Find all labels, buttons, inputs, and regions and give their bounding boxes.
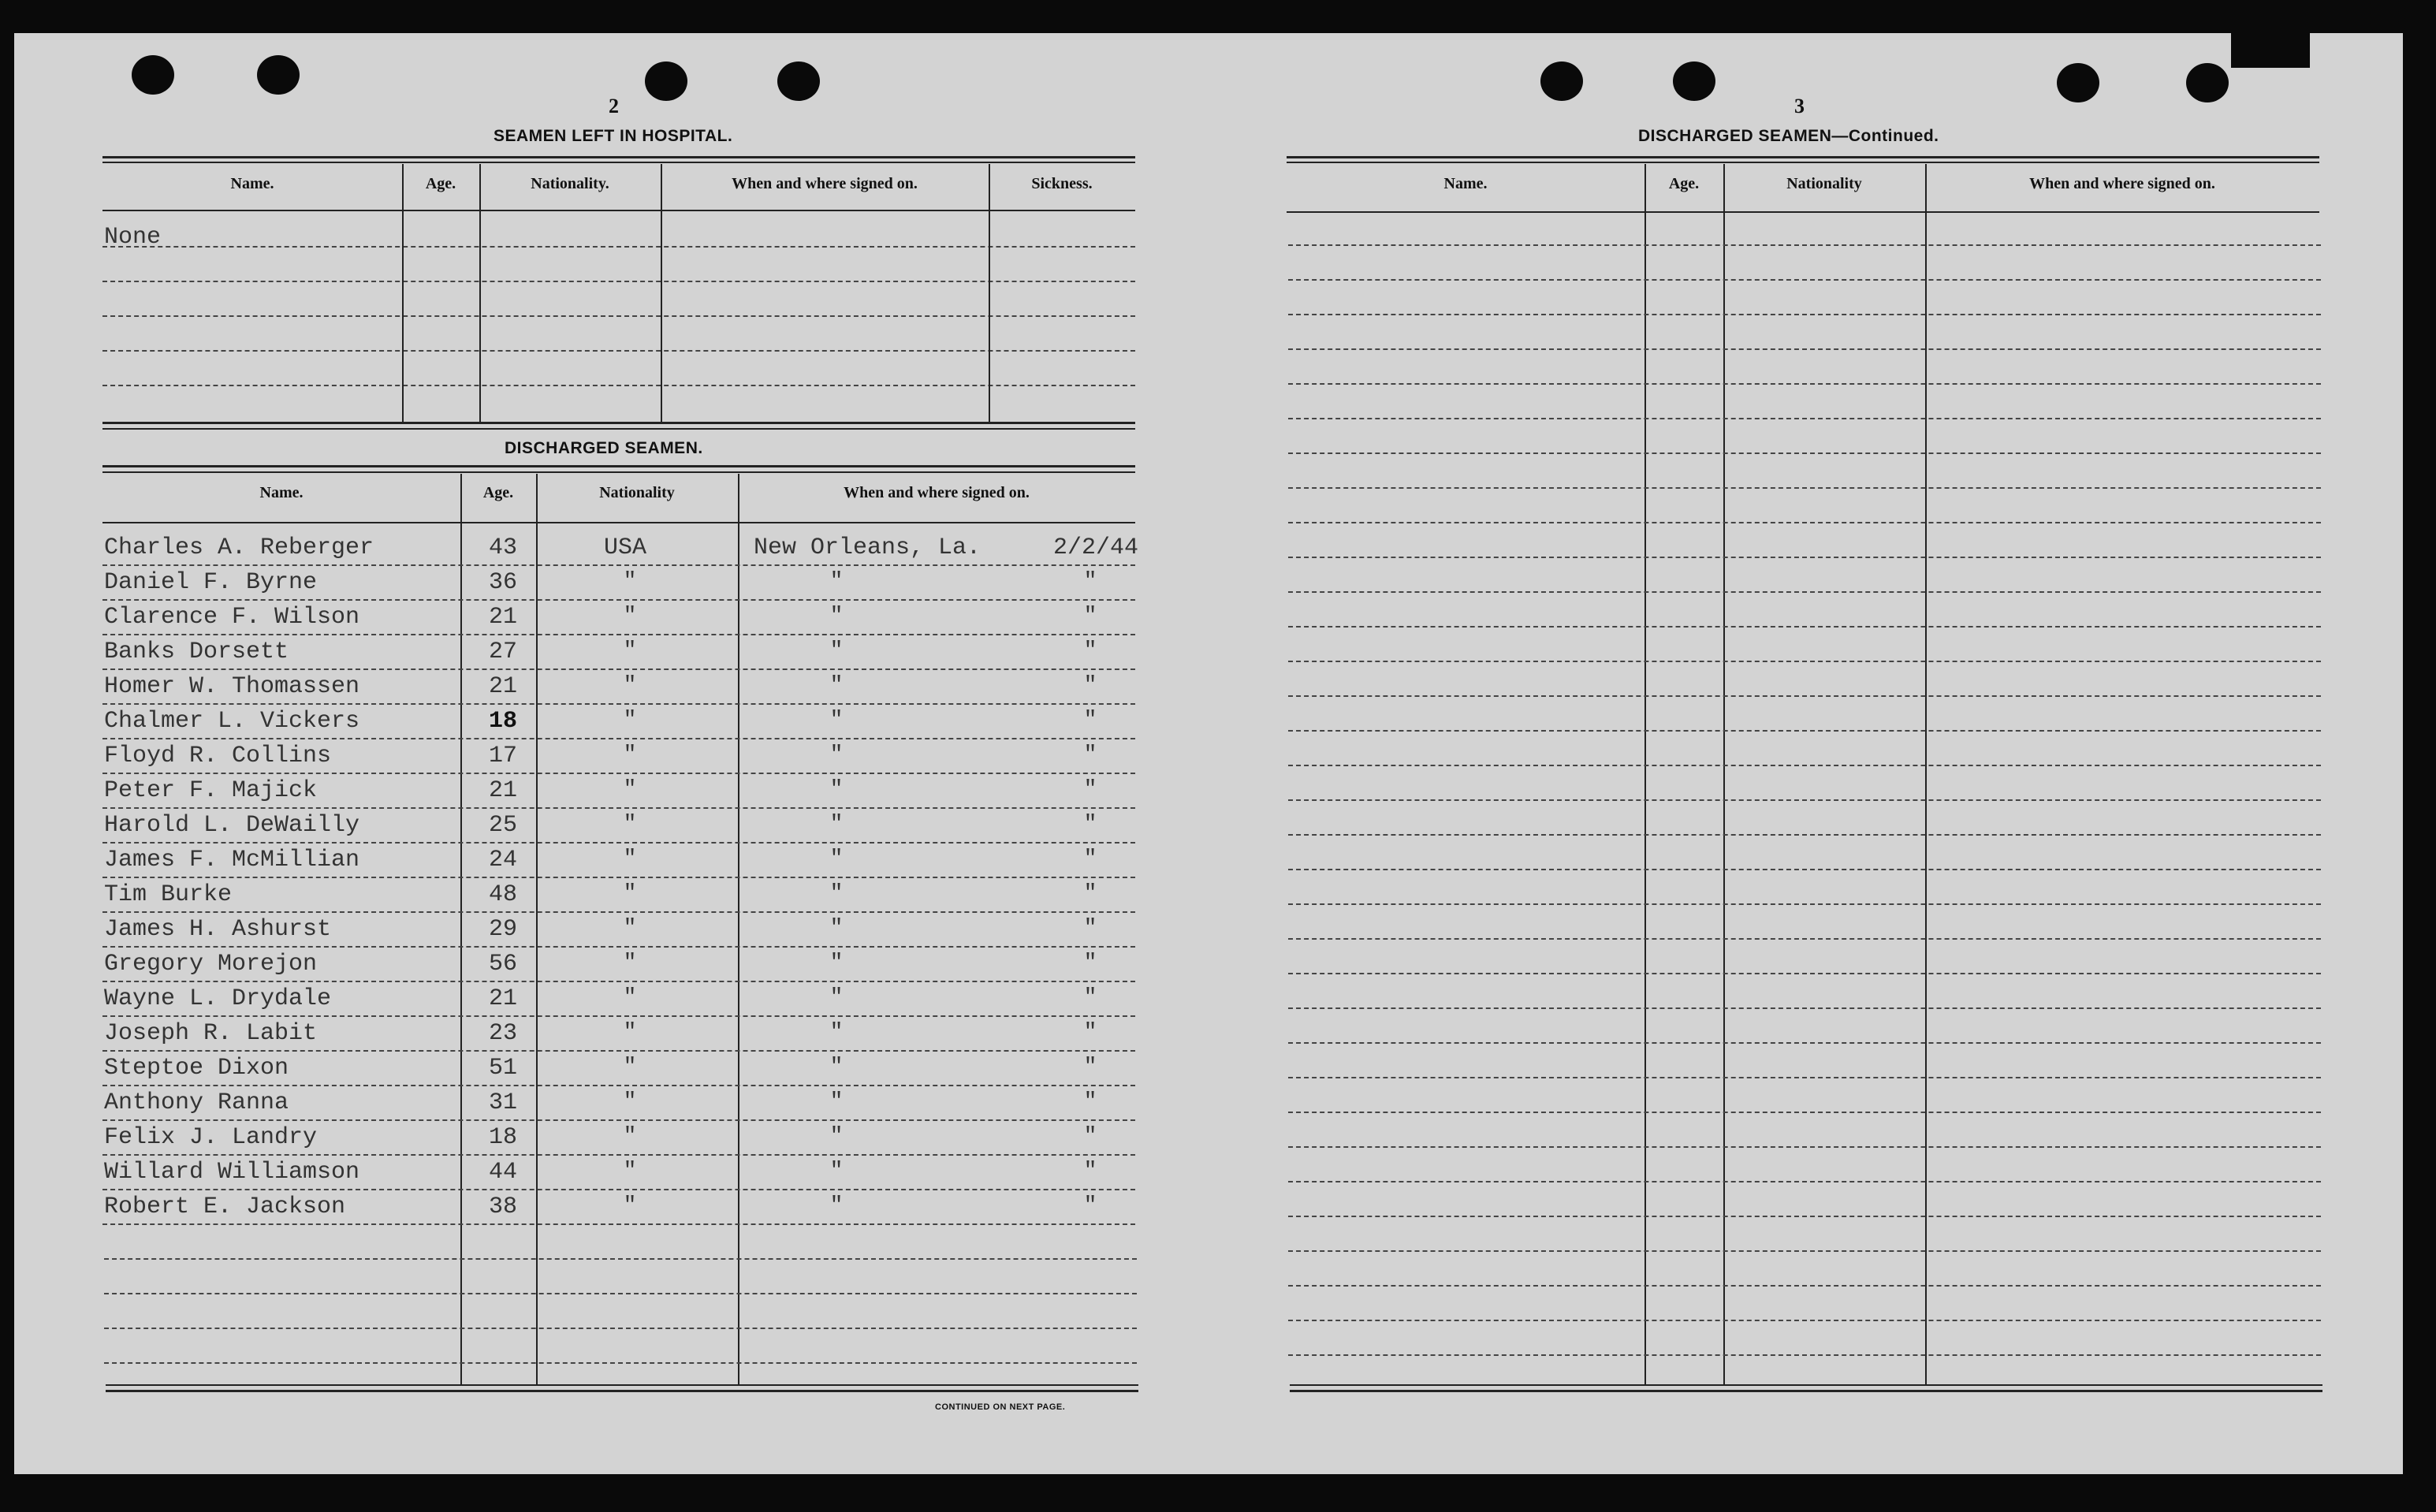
ditto-signed-date: " (1083, 708, 1097, 732)
seaman-age: 43 (488, 534, 517, 561)
right-header-nationality: Nationality (1786, 175, 1862, 192)
punch-hole (645, 61, 687, 101)
punch-hole (1540, 61, 1583, 101)
punch-hole (2186, 63, 2229, 102)
ditto-signed-place: " (829, 639, 844, 663)
seaman-nationality: USA (604, 534, 647, 561)
ditto-nationality: " (623, 985, 637, 1010)
ditto-signed-date: " (1083, 777, 1097, 802)
seaman-age: 18 (488, 1124, 517, 1151)
seaman-age: 23 (488, 1020, 517, 1047)
ditto-signed-place: " (829, 985, 844, 1010)
ditto-nationality: " (623, 951, 637, 975)
ditto-nationality: " (623, 569, 637, 594)
ditto-signed-place: " (829, 673, 844, 698)
seaman-age: 51 (488, 1055, 517, 1082)
punch-hole (132, 55, 174, 95)
ditto-signed-place: " (829, 881, 844, 906)
right-header-when-where: When and where signed on. (2029, 175, 2215, 192)
ditto-nationality: " (623, 1159, 637, 1183)
seaman-age: 29 (488, 916, 517, 943)
ditto-nationality: " (623, 673, 637, 698)
ditto-signed-place: " (829, 708, 844, 732)
ditto-signed-date: " (1083, 1124, 1097, 1149)
seaman-name: Charles A. Reberger (104, 534, 374, 561)
discharged-header-nationality: Nationality (599, 484, 675, 501)
seaman-name: Banks Dorsett (104, 639, 289, 665)
punch-hole (2057, 63, 2099, 102)
page-tab (2231, 33, 2310, 68)
left-page-number: 2 (609, 95, 619, 117)
ditto-nationality: " (623, 881, 637, 906)
seaman-name: Felix J. Landry (104, 1124, 318, 1151)
seaman-age: 24 (488, 847, 517, 873)
ditto-signed-place: " (829, 951, 844, 975)
seaman-age: 48 (488, 881, 517, 908)
seaman-age: 27 (488, 639, 517, 665)
seaman-age: 31 (488, 1089, 517, 1116)
ditto-signed-date: " (1083, 985, 1097, 1010)
seaman-name: Floyd R. Collins (104, 743, 332, 769)
ditto-signed-place: " (829, 1159, 844, 1183)
ditto-signed-date: " (1083, 639, 1097, 663)
ditto-nationality: " (623, 639, 637, 663)
ditto-signed-date: " (1083, 812, 1097, 836)
discharged-section-title: DISCHARGED SEAMEN. (505, 439, 703, 457)
ditto-signed-place: " (829, 604, 844, 628)
seaman-age: 17 (488, 743, 517, 769)
ditto-signed-place: " (829, 569, 844, 594)
ditto-nationality: " (623, 847, 637, 871)
ditto-nationality: " (623, 1089, 637, 1114)
right-header-name: Name. (1443, 175, 1488, 192)
seaman-age: 38 (488, 1194, 517, 1220)
ditto-nationality: " (623, 604, 637, 628)
ditto-signed-date: " (1083, 1159, 1097, 1183)
ditto-signed-place: " (829, 916, 844, 940)
seaman-age: 21 (488, 604, 517, 631)
hospital-header-age: Age. (425, 175, 456, 192)
ditto-signed-date: " (1083, 1020, 1097, 1045)
seaman-name: James F. McMillian (104, 847, 360, 873)
seaman-name: Peter F. Majick (104, 777, 318, 804)
seaman-name: Anthony Ranna (104, 1089, 289, 1116)
seaman-age: 44 (488, 1159, 517, 1186)
punch-hole (777, 61, 820, 101)
ditto-signed-date: " (1083, 604, 1097, 628)
ditto-signed-date: " (1083, 847, 1097, 871)
hospital-header-sickness: Sickness. (1031, 175, 1093, 192)
seaman-name: Homer W. Thomassen (104, 673, 360, 700)
seaman-signed-date: 2/2/44 (1053, 534, 1139, 561)
discharged-header-age: Age. (482, 484, 514, 501)
seaman-name: Clarence F. Wilson (104, 604, 360, 631)
right-page-number: 3 (1794, 95, 1805, 117)
ditto-signed-date: " (1083, 951, 1097, 975)
continued-note: CONTINUED ON NEXT PAGE. (935, 1402, 1066, 1412)
ditto-signed-place: " (829, 1055, 844, 1079)
ditto-nationality: " (623, 1020, 637, 1045)
ditto-signed-place: " (829, 1124, 844, 1149)
right-header-age: Age. (1668, 175, 1700, 192)
ditto-signed-date: " (1083, 1194, 1097, 1218)
seaman-age: 21 (488, 777, 517, 804)
ditto-nationality: " (623, 1055, 637, 1079)
seaman-age: 56 (488, 951, 517, 978)
seaman-age: 25 (488, 812, 517, 839)
seaman-name: James H. Ashurst (104, 916, 332, 943)
seaman-name: Steptoe Dixon (104, 1055, 289, 1082)
seaman-name: Willard Williamson (104, 1159, 360, 1186)
punch-hole (1673, 61, 1715, 101)
ditto-signed-place: " (829, 812, 844, 836)
ditto-nationality: " (623, 777, 637, 802)
seaman-name: Chalmer L. Vickers (104, 708, 360, 735)
ditto-signed-place: " (829, 1089, 844, 1114)
seaman-age: 18 (488, 708, 517, 735)
ditto-nationality: " (623, 1124, 637, 1149)
seaman-age: 21 (488, 985, 517, 1012)
hospital-header-name: Name. (230, 175, 274, 192)
seaman-name: Harold L. DeWailly (104, 812, 360, 839)
ditto-signed-date: " (1083, 916, 1097, 940)
ditto-signed-date: " (1083, 569, 1097, 594)
seaman-name: Daniel F. Byrne (104, 569, 318, 596)
hospital-section-title: SEAMEN LEFT IN HOSPITAL. (494, 127, 733, 145)
seaman-name: Gregory Morejon (104, 951, 318, 978)
seaman-signed-place: New Orleans, La. (754, 534, 981, 561)
ditto-signed-date: " (1083, 743, 1097, 767)
punch-hole (257, 55, 300, 95)
ditto-signed-place: " (829, 743, 844, 767)
discharged-header-when-where: When and where signed on. (844, 484, 1030, 501)
ditto-signed-date: " (1083, 1055, 1097, 1079)
hospital-header-when-where: When and where signed on. (732, 175, 918, 192)
ditto-signed-place: " (829, 777, 844, 802)
ditto-signed-date: " (1083, 1089, 1097, 1114)
right-section-title: DISCHARGED SEAMEN—Continued. (1638, 127, 1939, 145)
ditto-nationality: " (623, 708, 637, 732)
ditto-nationality: " (623, 812, 637, 836)
ditto-signed-place: " (829, 847, 844, 871)
seaman-name: Wayne L. Drydale (104, 985, 332, 1012)
hospital-header-nationality: Nationality. (531, 175, 609, 192)
ditto-signed-place: " (829, 1020, 844, 1045)
seaman-name: Joseph R. Labit (104, 1020, 318, 1047)
ditto-nationality: " (623, 1194, 637, 1218)
ditto-signed-date: " (1083, 673, 1097, 698)
hospital-entry: None (104, 224, 162, 251)
ditto-nationality: " (623, 916, 637, 940)
ditto-signed-date: " (1083, 881, 1097, 906)
seaman-age: 21 (488, 673, 517, 700)
ditto-nationality: " (623, 743, 637, 767)
seaman-name: Robert E. Jackson (104, 1194, 346, 1220)
discharged-header-name: Name. (259, 484, 304, 501)
seaman-age: 36 (488, 569, 517, 596)
seaman-name: Tim Burke (104, 881, 233, 908)
ditto-signed-place: " (829, 1194, 844, 1218)
